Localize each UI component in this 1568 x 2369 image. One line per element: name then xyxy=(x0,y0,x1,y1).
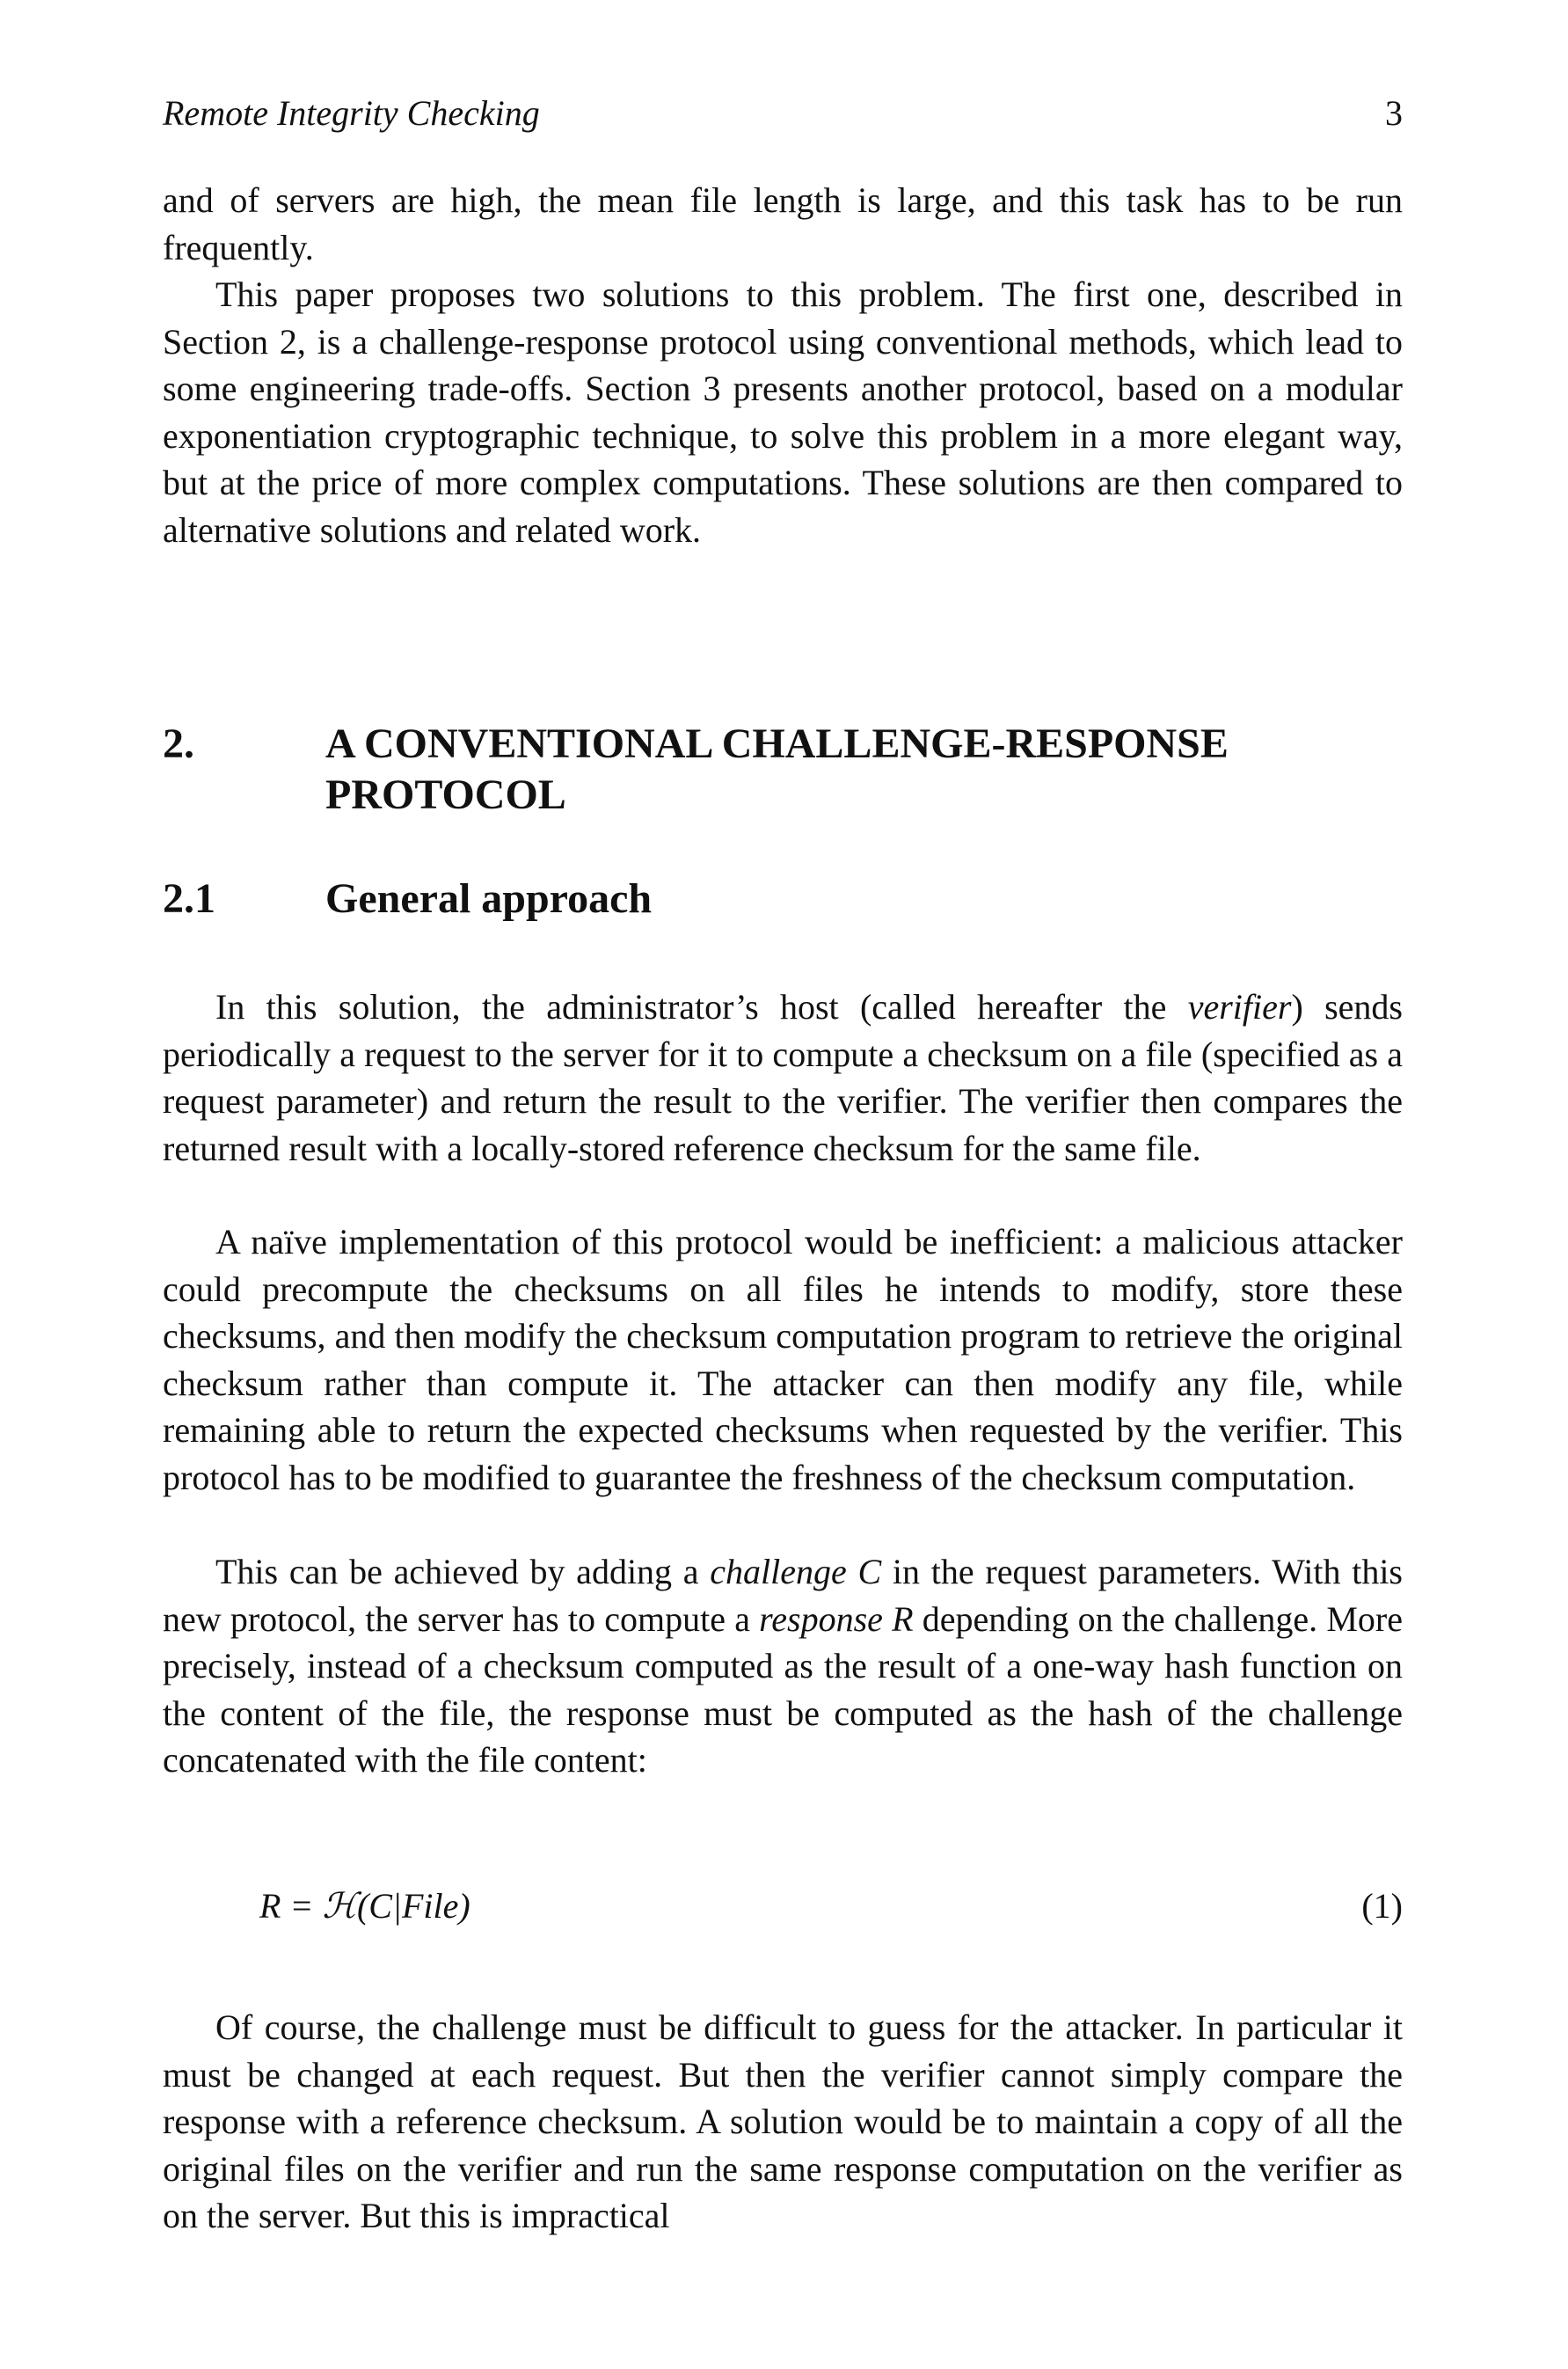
text-run: in the request parameters. With this new protocol, the server has to compute a xyxy=(163,1552,1403,1639)
running-head-title: Remote Integrity Checking xyxy=(163,93,540,133)
section-title-line2: PROTOCOL xyxy=(325,771,566,818)
running-head xyxy=(163,92,1403,145)
section-title-line1: A CONVENTIONAL CHALLENGE-RESPONSE xyxy=(325,720,1229,767)
text-run: ) sends periodically a request to the server for it to compute a checksum on a file (specified as a request parameter) and return the result to the verifier. The verifier then compares the returned result with a locally-stored reference checksum for the same file. xyxy=(163,987,1403,1168)
hash-function-symbol: ℋ xyxy=(322,1886,357,1927)
section-title xyxy=(325,719,1381,821)
equation-lhs: R = xyxy=(259,1886,323,1926)
paragraph-continuation: and of servers are high, the mean file length is large, and this task has to be run frequently. xyxy=(163,180,1403,267)
term-verifier: verifier xyxy=(1187,987,1292,1027)
equation-rhs: (C|File) xyxy=(356,1886,470,1926)
paragraph-challenge xyxy=(163,1548,1403,1784)
equation-expression xyxy=(259,1883,470,1930)
subsection-number: 2.1 xyxy=(163,875,215,922)
text-run: depending on the challenge. More precisely, instead of a checksum computed as the result of a one-way hash function on the content of the file, the response must be computed as the hash of the challenge concatenated with the file content: xyxy=(163,1598,1403,1780)
text-run: In this solution, the administrator’s host (called hereafter the xyxy=(215,987,1188,1027)
page-number: 3 xyxy=(1385,93,1403,133)
term-response: response R xyxy=(759,1598,914,1639)
subsection-title: General approach xyxy=(325,875,653,922)
paragraph-general-approach xyxy=(163,983,1403,1172)
text-run: This can be achieved by adding a xyxy=(215,1552,711,1591)
equation-number: (1) xyxy=(1361,1886,1403,1926)
paper-page xyxy=(163,0,1403,2369)
paragraph-naive-implementation: A naïve implementation of this protocol would be inefficient: a malicious attacker could precompute the checksums on all files he intends to modify, store these checksums, and then modify the checksum computation program to retrieve the original checksum rather than compute it. The attacker can then modify any file, while remaining able to return the expected checksums when requested by the verifier. This protocol has to be modified to guarantee the freshness of the checksum computation. xyxy=(163,1222,1403,1497)
section-number: 2. xyxy=(163,720,194,767)
paragraph-challenge-guess: Of course, the challenge must be difficult to guess for the attacker. In particular it must be changed at each request. But then the verifier cannot simply compare the response with a reference checksum. A solution would be to maintain a copy of all the original files on the verifier and run the same response computation on the verifier as on the server. But this is impractical xyxy=(163,2007,1403,2235)
paragraph-introduction: This paper proposes two solutions to this problem. The first one, described in Section 2, is a challenge-response protocol using conventional methods, which lead to some engineering trade-offs. Section 3 presents another protocol, based on a modular exponentiation cryptographic technique, to solve this problem in a more elegant way, but at the price of more complex computations. These solutions are then compared to alternative solutions and related work. xyxy=(163,274,1403,550)
term-challenge: challenge C xyxy=(710,1552,882,1591)
